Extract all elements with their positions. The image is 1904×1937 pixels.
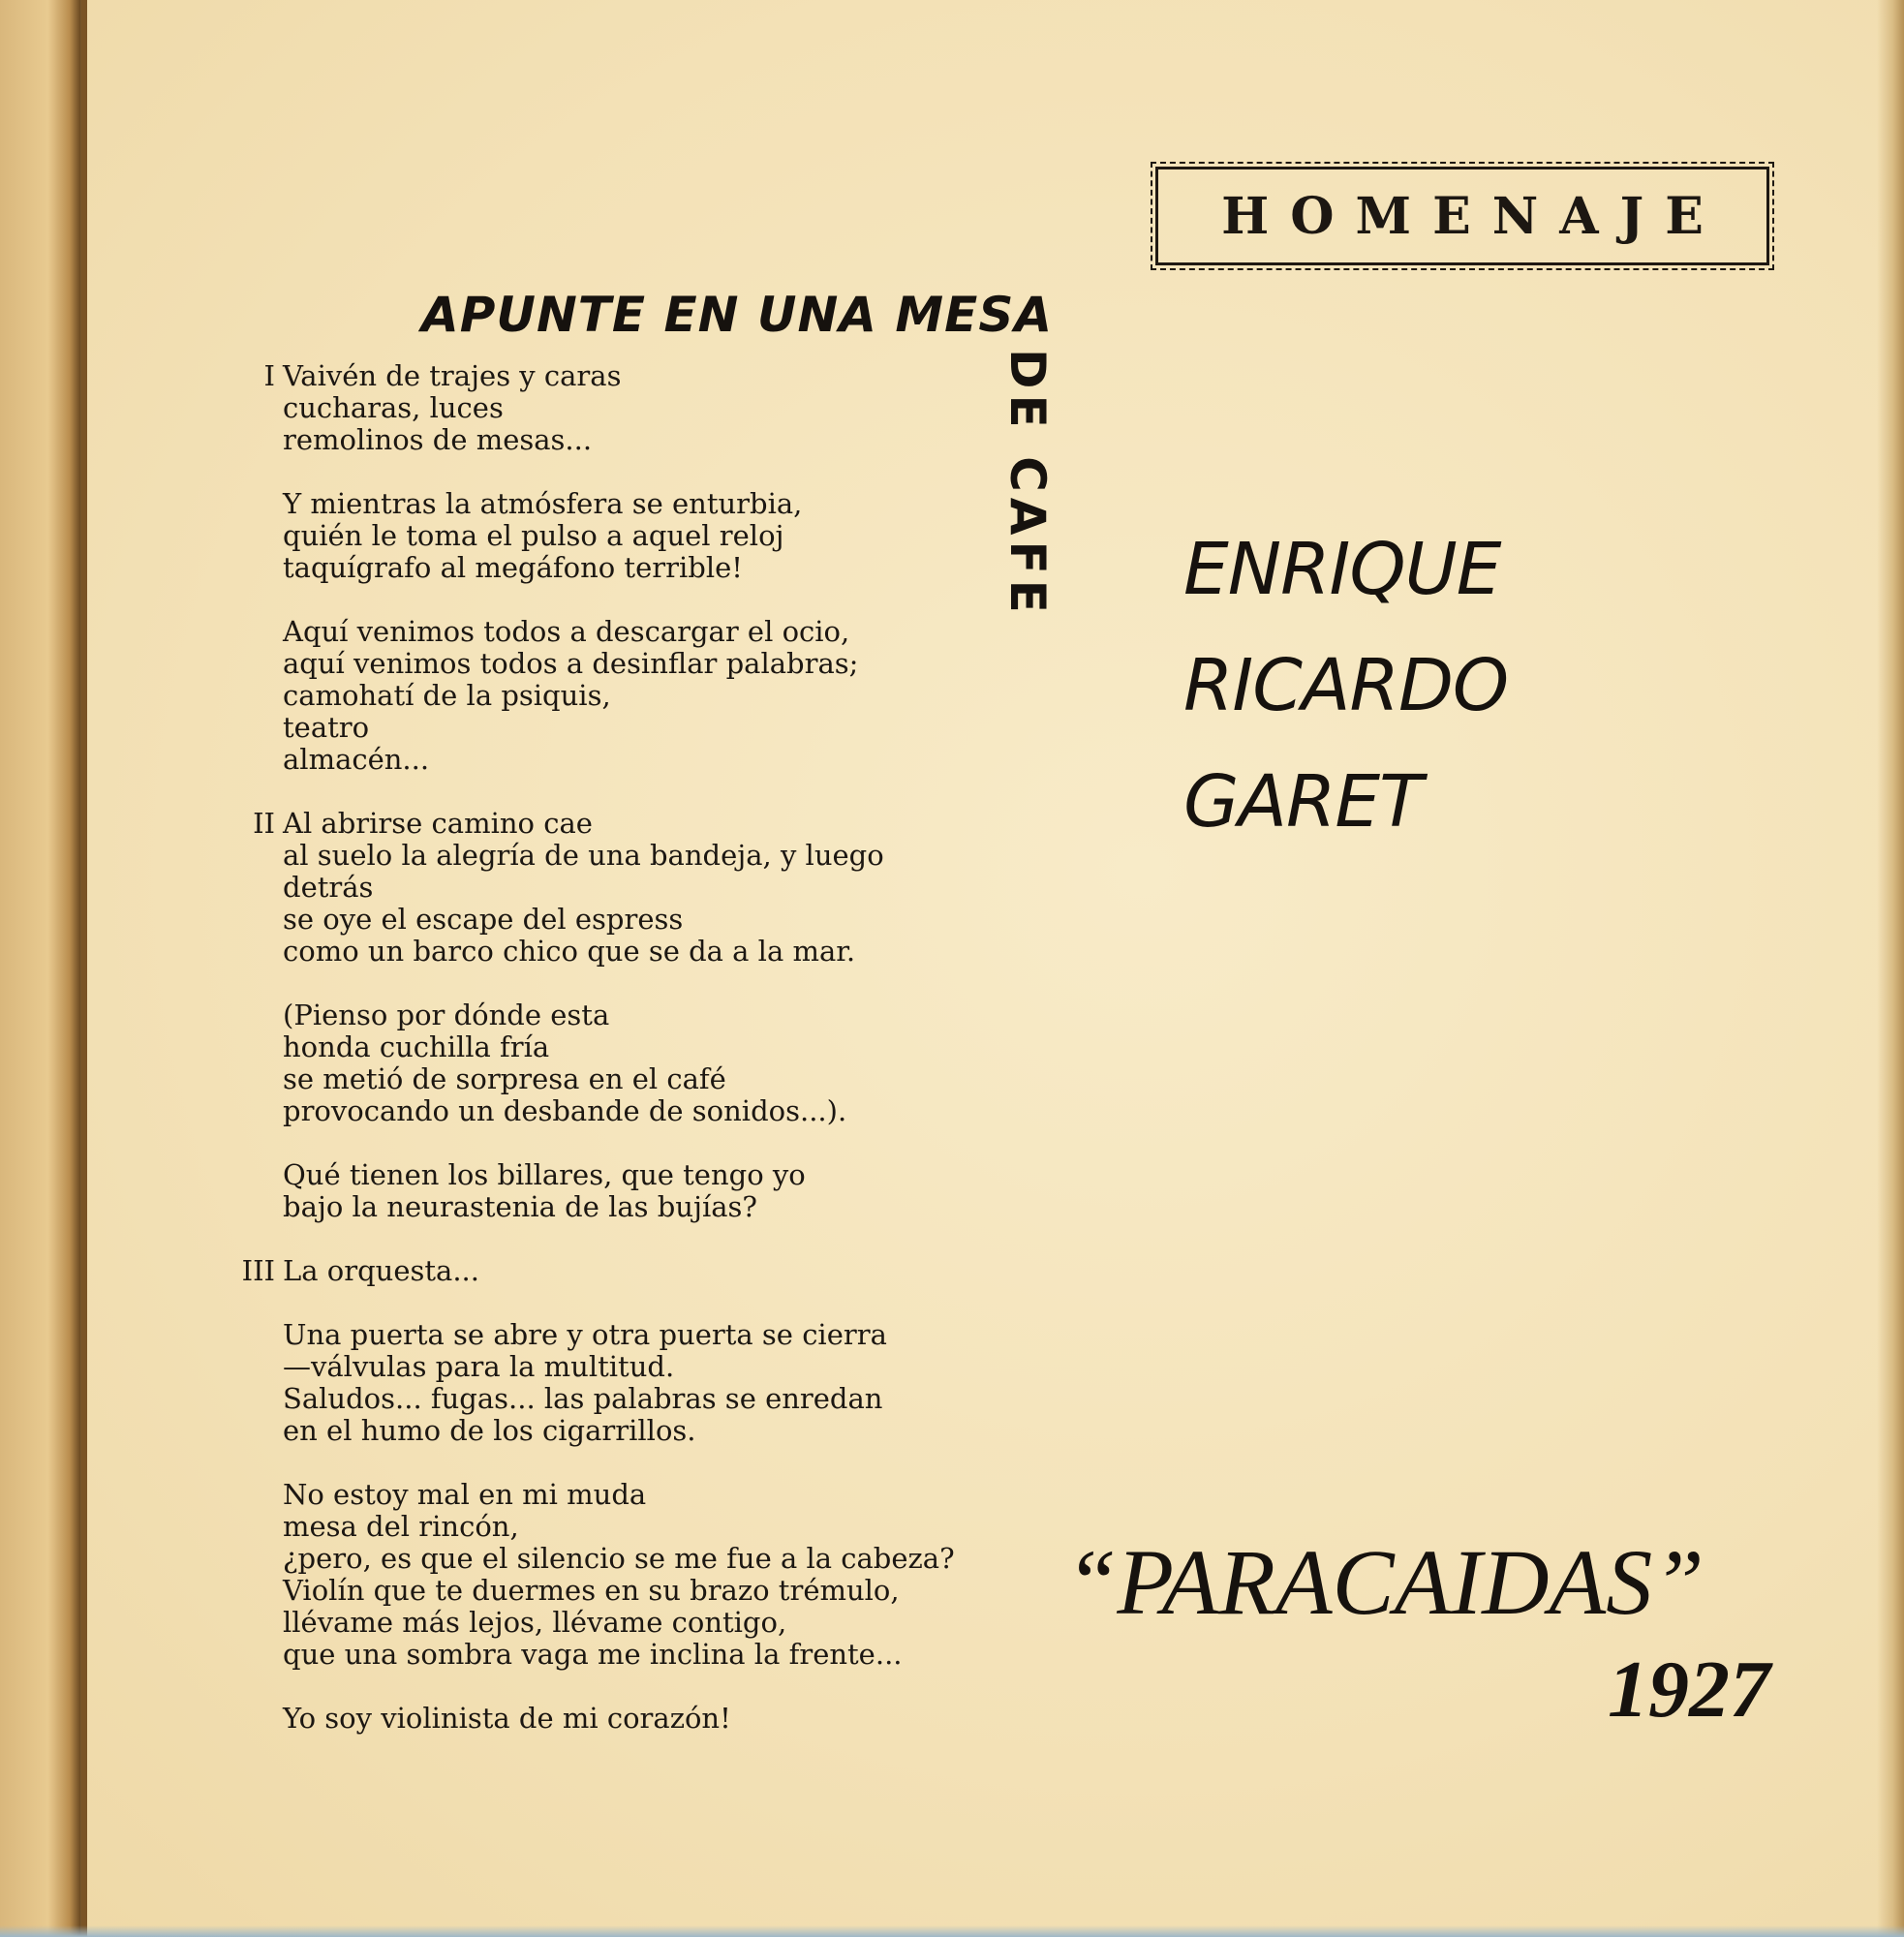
author-last-name: GARET: [1183, 760, 1423, 844]
poem-body: [221, 360, 1044, 1767]
poem-line: honda cuchilla fría: [283, 1030, 550, 1063]
poem-line: camohatí de la psiquis,: [283, 679, 611, 712]
poem-stanza: [221, 1159, 1044, 1223]
page-edge: [1877, 0, 1904, 1937]
poem-line: —válvulas para la multitud.: [283, 1350, 675, 1383]
poem-stanza: [221, 1319, 1044, 1447]
poem-line: mesa del rincón,: [283, 1510, 519, 1543]
author-first-name: ENRIQUE: [1183, 528, 1501, 611]
poem-line: Yo soy violinista de mi corazón!: [283, 1702, 731, 1735]
poem-line: Y mientras la atmósfera se enturbia,: [283, 487, 803, 520]
section-numeral: II: [253, 807, 275, 840]
poem-stanza: [221, 808, 1044, 968]
poem-line: Vaivén de trajes y caras: [283, 359, 622, 392]
poem-line: remolinos de mesas...: [283, 423, 593, 456]
homenaje-heading: HOMENAJE: [1221, 186, 1725, 246]
poem-stanza: [221, 999, 1044, 1127]
section-numeral: I: [263, 359, 275, 392]
poem-line: se metió de sorpresa en el café: [283, 1062, 726, 1095]
poem-line: que una sombra vaga me inclina la frente...: [283, 1638, 903, 1671]
book-year: 1927: [1608, 1645, 1770, 1735]
poem-line: provocando un desbande de sonidos...).: [283, 1094, 847, 1127]
binding-gutter: [0, 0, 87, 1937]
poem-line: Al abrirse camino cae: [283, 807, 593, 840]
poem-line: en el humo de los cigarrillos.: [283, 1414, 696, 1447]
poem-line: almacén...: [283, 743, 430, 776]
homenaje-frame: [1155, 167, 1769, 265]
poem-line: quién le toma el pulso a aquel reloj: [283, 519, 784, 552]
poem-line: Violín que te duermes en su brazo trémulo,: [283, 1574, 900, 1607]
poem-line: Aquí venimos todos a descargar el ocio,: [283, 615, 850, 648]
poem-title: APUNTE EN UNA MESA: [421, 287, 1054, 343]
poem-stanza: [221, 360, 1044, 456]
poem-line: cucharas, luces: [283, 391, 504, 424]
book-title: “PARACAIDAS”: [1065, 1530, 1704, 1634]
poem-stanza: [221, 488, 1044, 584]
author-middle-name: RICARDO: [1183, 644, 1509, 727]
poem-line: La orquesta...: [283, 1254, 479, 1287]
poem-line: como un barco chico que se da a la mar.: [283, 935, 856, 968]
poem-line: aquí venimos todos a desinflar palabras;: [283, 647, 859, 680]
poem-line: llévame más lejos, llévame contigo,: [283, 1606, 787, 1639]
section-numeral: III: [241, 1254, 275, 1287]
poem-line: Qué tienen los billares, que tengo yo: [283, 1158, 806, 1191]
poem-title-vertical: DE CAFE: [999, 349, 1056, 619]
binding-fold: [81, 0, 87, 1937]
poem-stanza: [221, 1255, 1044, 1287]
poem-line: (Pienso por dónde esta: [283, 999, 610, 1031]
poem-stanza: [221, 1703, 1044, 1735]
poem-line: al suelo la alegría de una bandeja, y luego: [283, 839, 884, 872]
poem-stanza: [221, 1479, 1044, 1671]
poem-line: No estoy mal en mi muda: [283, 1478, 647, 1511]
poem-line: detrás: [283, 871, 374, 904]
poem-line: Saludos... fugas... las palabras se enredan: [283, 1382, 883, 1415]
page-bottom-edge: [0, 1925, 1904, 1937]
author-name: [1183, 511, 1508, 860]
poem-line: taquígrafo al megáfono terrible!: [283, 551, 743, 584]
poem-line: se oye el escape del espress: [283, 903, 684, 936]
poem-line: teatro: [283, 711, 370, 744]
poem-line: Una puerta se abre y otra puerta se cierra: [283, 1318, 887, 1351]
poem-stanza: [221, 616, 1044, 776]
poem-line: bajo la neurastenia de las bujías?: [283, 1190, 757, 1223]
poem-line: ¿pero, es que el silencio se me fue a la cabeza?: [283, 1542, 955, 1575]
